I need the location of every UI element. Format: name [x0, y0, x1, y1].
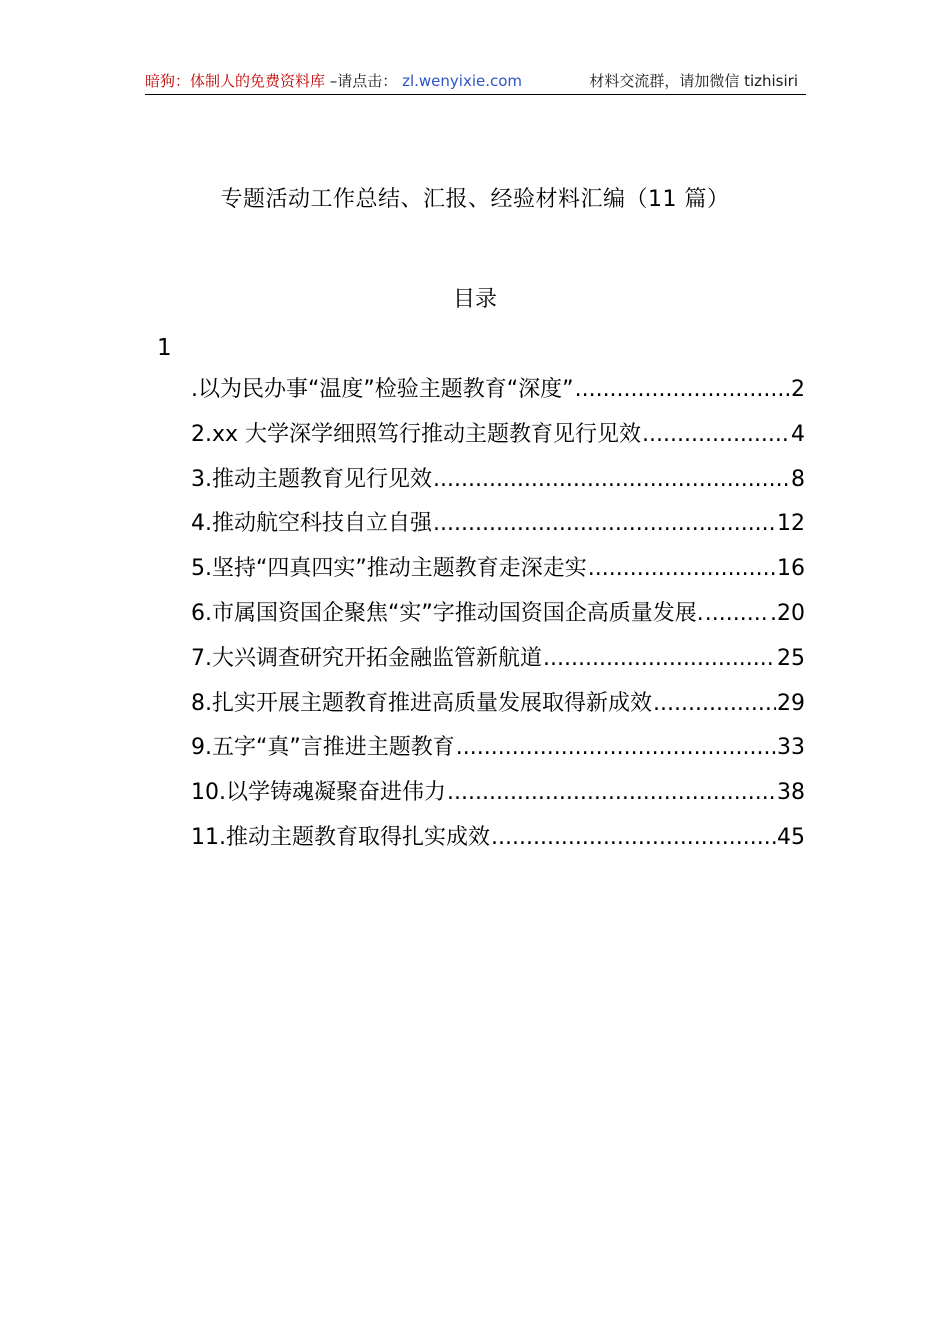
toc-entry[interactable] [191, 464, 805, 509]
toc-entry-page: 45 [777, 824, 805, 850]
toc-entry-title: 6.市属国资国企聚焦“实”字推动国资国企高质量发展. [191, 600, 704, 626]
toc-leader [433, 508, 776, 540]
page-header [145, 68, 806, 95]
toc-entry[interactable] [191, 419, 805, 464]
toc-entry-page: 8 [791, 466, 805, 492]
toc-leader [491, 822, 776, 854]
header-prompt: –请点击： [329, 72, 398, 90]
table-of-contents [191, 374, 805, 867]
toc-entry-title: 9.五字“真”言推进主题教育 [191, 735, 455, 761]
toc-entry[interactable] [191, 777, 805, 822]
toc-entry[interactable] [191, 508, 805, 553]
header-contact: 材料交流群，请加微信 tizhisiri [589, 72, 798, 90]
toc-entry-title: 7.大兴调查研究开拓金融监管新航道 [191, 645, 542, 671]
toc-entry-title: 10.以学铸魂凝聚奋进伟力 [191, 780, 446, 806]
toc-entry-page: 16 [777, 556, 805, 582]
toc-entry-page: 2 [791, 377, 805, 402]
document-title: 专题活动工作总结、汇报、经验材料汇编（11 篇） [220, 187, 730, 212]
toc-entry-page: 38 [777, 780, 805, 806]
toc-leader [653, 688, 776, 720]
toc-leader [456, 732, 776, 764]
toc-leader [588, 553, 776, 585]
toc-entry-title: .以为民办事“温度”检验主题教育“深度” [191, 377, 574, 402]
toc-entry-title: 5.坚持“四真四实”推动主题教育走深走实 [191, 556, 587, 582]
toc-entry-page: 12 [777, 511, 805, 537]
toc-entry[interactable] [191, 822, 805, 867]
toc-entry[interactable] [191, 688, 805, 733]
toc-leader [575, 374, 790, 406]
toc-entry[interactable] [191, 553, 805, 598]
toc-entry-page: 33 [777, 735, 805, 761]
toc-entry-page: 4 [791, 421, 805, 447]
toc-entry[interactable] [191, 732, 805, 777]
toc-entry[interactable] [191, 374, 805, 419]
toc-entry-title: 8.扎实开展主题教育推进高质量发展取得新成效 [191, 690, 652, 716]
header-link[interactable]: zl.wenyixie.com [402, 72, 523, 90]
toc-leader [642, 419, 790, 451]
toc-stray-number: 1 [157, 335, 172, 361]
toc-entry-title: 4.推动航空科技自立自强 [191, 511, 432, 537]
toc-entry[interactable] [191, 643, 805, 688]
toc-leader [543, 643, 776, 675]
toc-heading: 目录 [452, 287, 497, 312]
toc-entry-page: 25 [777, 645, 805, 671]
toc-leader [705, 598, 769, 630]
toc-entry-title: 3.推动主题教育见行见效 [191, 466, 432, 492]
toc-entry-title: 11.推动主题教育取得扎实成效 [191, 824, 490, 850]
toc-entry-page: .20 [770, 600, 805, 626]
toc-leader [433, 464, 790, 496]
toc-entry[interactable] [191, 598, 805, 643]
toc-leader [447, 777, 776, 809]
header-brand: 暗狗：体制人的免费资料库 [145, 72, 326, 90]
toc-entry-title: 2.xx 大学深学细照笃行推动主题教育见行见效 [191, 421, 642, 447]
toc-entry-page: 29 [777, 690, 805, 716]
